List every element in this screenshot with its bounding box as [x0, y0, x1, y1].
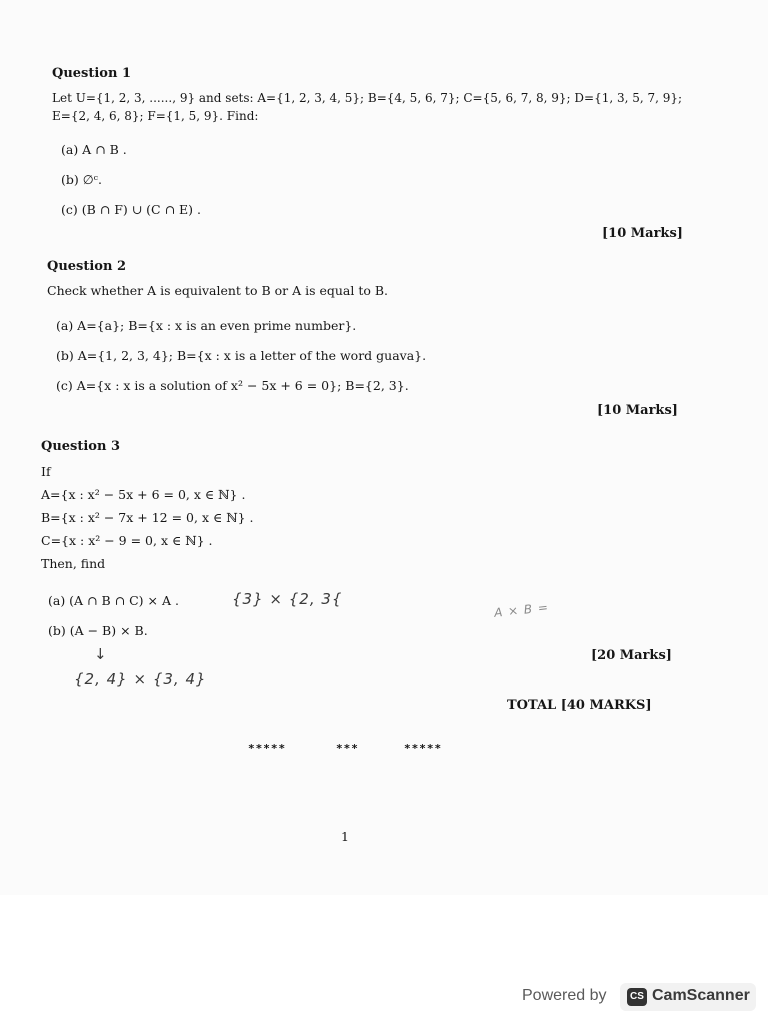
question-3-set-c: C={x : x² − 9 = 0, x ∈ ℕ} . — [41, 533, 213, 548]
total-marks: TOTAL [40 MARKS] — [507, 698, 652, 713]
question-1-part-c: (c) (B ∩ F) ∪ (C ∩ E) . — [61, 202, 201, 217]
question-1-intro-line1: Let U={1, 2, 3, ......, 9} and sets: A={1, 2, 3, 4, 5}; B={4, 5, 6, 7}; C={5, 6, 7, 8, 9}; D={1, 3, 5, 7, 9}; — [52, 91, 683, 105]
question-3-marks: [20 Marks] — [591, 648, 672, 663]
handwritten-note-a: {3} × {2, 3{ — [232, 590, 343, 608]
handwritten-note-b: {2, 4} × {3, 4} — [74, 670, 207, 688]
question-1-intro-line2: E={2, 4, 6, 8}; F={1, 5, 9}. Find: — [52, 109, 259, 123]
question-3-set-b: B={x : x² − 7x + 12 = 0, x ∈ ℕ} . — [41, 510, 254, 525]
camscanner-logo-icon: CS — [627, 988, 647, 1006]
question-2-title: Question 2 — [47, 259, 127, 274]
question-1-part-b: (b) ∅ᶜ. — [61, 172, 102, 187]
question-3-part-a: (a) (A ∩ B ∩ C) × A . — [48, 593, 179, 608]
question-3-set-a: A={x : x² − 5x + 6 = 0, x ∈ ℕ} . — [41, 487, 246, 502]
question-3-part-b: (b) (A − B) × B. — [48, 623, 148, 638]
page-number: 1 — [341, 829, 349, 844]
question-2-marks: [10 Marks] — [597, 403, 678, 418]
camscanner-brand: CamScanner — [652, 987, 750, 1004]
question-3-then: Then, find — [41, 556, 106, 571]
question-1-marks: [10 Marks] — [602, 226, 683, 241]
question-2-part-a: (a) A={a}; B={x : x is an even prime number}. — [56, 318, 357, 333]
question-2-part-c: (c) A={x : x is a solution of x² − 5x + 6 = 0}; B={2, 3}. — [56, 378, 409, 393]
question-3-title: Question 3 — [41, 439, 121, 454]
question-2-part-b: (b) A={1, 2, 3, 4}; B={x : x is a letter of the word guava}. — [56, 348, 427, 363]
question-1-part-a: (a) A ∩ B . — [61, 142, 127, 157]
handwritten-arrow: ↓ — [94, 645, 108, 663]
question-3-if: If — [41, 464, 51, 479]
question-2-intro: Check whether A is equivalent to B or A is equal to B. — [47, 283, 389, 298]
end-stars-right: ***** — [404, 742, 443, 755]
handwritten-note-right: A × B = — [493, 600, 550, 620]
end-stars-middle: *** — [336, 742, 359, 755]
powered-by-label: Powered by — [522, 987, 607, 1004]
end-stars-left: ***** — [248, 742, 287, 755]
question-1-title: Question 1 — [52, 66, 132, 81]
